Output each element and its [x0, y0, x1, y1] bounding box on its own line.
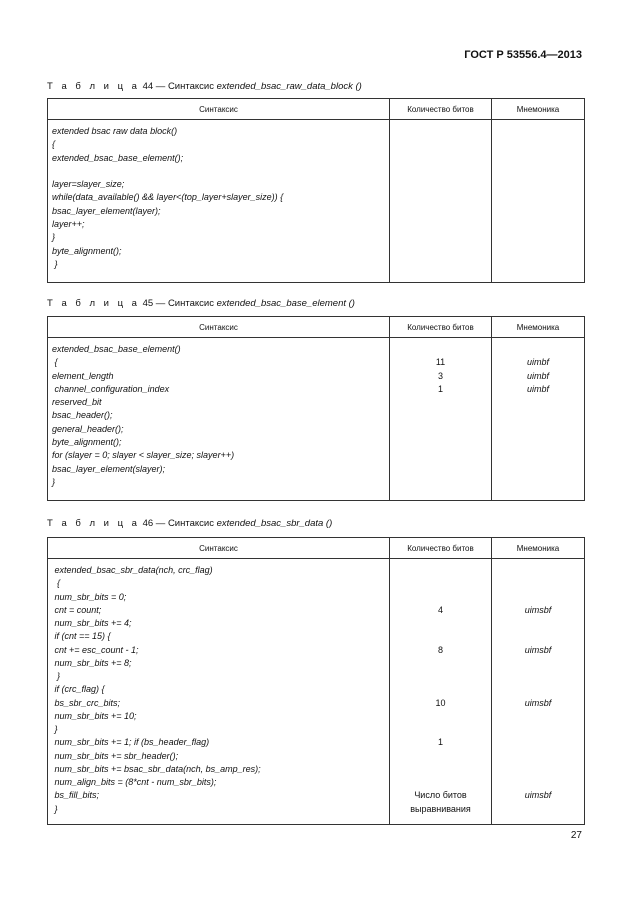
table-46-caption: [47, 518, 332, 529]
cell-line: bs_sbr_crc_bits;: [52, 697, 121, 708]
cell-line: Число битов: [414, 790, 467, 801]
table-row: [48, 559, 585, 825]
cell-line: [390, 683, 491, 696]
cell-line: [390, 630, 491, 643]
cell-line: [492, 617, 584, 630]
cell-line: extended_bsac_base_element();: [52, 152, 184, 163]
cell-line: layer++;: [52, 219, 85, 230]
cell-line: [390, 750, 491, 763]
cell-line: [492, 736, 584, 749]
cell-line: 1: [437, 737, 443, 748]
table-44: [47, 98, 585, 283]
header-row: [48, 99, 585, 120]
caption-text: 44 — Синтаксис: [142, 81, 217, 92]
cell-line: [492, 750, 584, 763]
table-46: [47, 537, 585, 825]
cell-line: reserved_bit: [52, 397, 102, 408]
cell-line: {: [52, 357, 58, 368]
cell-line: uimbf: [526, 383, 549, 394]
mnemonic-cell: [492, 559, 585, 825]
bits-cell: [390, 120, 492, 283]
cell-line: extended bsac raw data block(): [52, 126, 178, 136]
cell-line: }: [52, 476, 56, 487]
cell-line: uimsbf: [524, 604, 552, 615]
caption-function: extended_bsac_sbr_data (): [216, 518, 333, 529]
caption-text: 46 — Синтаксис: [142, 518, 217, 529]
cell-line: 4: [437, 604, 443, 615]
cell-line: cnt += esc_count - 1;: [52, 644, 139, 655]
standard-header: ГОСТ Р 53556.4—2013: [464, 49, 582, 61]
cell-line: }: [52, 724, 58, 734]
cell-line: cnt = count;: [52, 604, 102, 615]
cell-line: [390, 710, 491, 723]
cell-line: num_sbr_bits += bsac_sbr_data(nch, bs_amp_res);: [52, 763, 261, 774]
cell-line: layer=slayer_size;: [52, 179, 125, 190]
cell-line: extended_bsac_base_element(): [52, 344, 181, 354]
cell-line: [390, 763, 491, 776]
cell-line: bs_fill_bits;: [52, 790, 100, 801]
cell-line: num_sbr_bits += 1; if (bs_header_flag): [52, 737, 210, 748]
header-row: [48, 317, 585, 338]
cell-line: [492, 710, 584, 723]
cell-line: num_sbr_bits += 4;: [52, 618, 132, 628]
table-44-caption: [47, 81, 362, 92]
cell-line: element_length: [52, 370, 114, 381]
cell-line: 1: [437, 383, 443, 394]
syntax-cell: [48, 338, 390, 501]
cell-line: }: [52, 671, 61, 681]
mnemonic-cell: [492, 120, 585, 283]
cell-line: 11: [435, 357, 446, 368]
cell-line: [390, 617, 491, 630]
col-header-bits: Количество битов: [390, 538, 492, 559]
cell-line: 3: [437, 370, 443, 381]
cell-line: uimsbf: [524, 697, 552, 708]
table-45: [47, 316, 585, 501]
cell-line: [492, 670, 584, 683]
cell-line: [492, 564, 584, 577]
col-header-bits: Количество битов: [390, 99, 492, 120]
cell-line: [492, 577, 584, 590]
bits-cell: [390, 338, 492, 501]
col-header-mnemonic: Мнемоника: [492, 99, 585, 120]
cell-line: [492, 723, 584, 736]
cell-line: bsac_layer_element(layer);: [52, 205, 161, 216]
table-row: [48, 120, 585, 283]
col-header-bits: Количество битов: [390, 317, 492, 338]
cell-line: bsac_layer_element(slayer);: [52, 463, 166, 474]
cell-line: [390, 723, 491, 736]
cell-line: [52, 165, 385, 178]
cell-line: [390, 343, 491, 356]
cell-line: num_sbr_bits = 0;: [52, 591, 127, 602]
header-row: [48, 538, 585, 559]
cell-line: byte_alignment();: [52, 437, 122, 448]
table-label: Т а б л и ц а: [47, 81, 140, 92]
cell-line: 10: [435, 697, 446, 708]
caption-function: extended_bsac_raw_data_block (): [216, 81, 362, 92]
cell-line: while(data_available() && layer<(top_layer+slayer_size)) {: [52, 192, 284, 203]
col-header-syntax: Синтаксис: [48, 99, 390, 120]
cell-line: [390, 577, 491, 590]
col-header-syntax: Синтаксис: [48, 317, 390, 338]
syntax-cell: [48, 120, 390, 283]
table-label: Т а б л и ц а: [47, 518, 140, 529]
cell-line: num_align_bits = (8*cnt - num_sbr_bits);: [52, 777, 217, 787]
table-45-caption: [47, 298, 355, 309]
cell-line: [390, 670, 491, 683]
cell-line: {: [52, 139, 56, 150]
cell-line: [492, 343, 584, 356]
cell-line: byte_alignment();: [52, 245, 122, 256]
cell-line: выравнивания: [410, 803, 471, 814]
cell-line: [492, 630, 584, 643]
cell-line: for (slayer = 0; slayer < slayer_size; slayer++): [52, 450, 235, 461]
cell-line: num_sbr_bits += sbr_header();: [52, 750, 179, 761]
cell-line: channel_configuration_index: [52, 383, 170, 394]
cell-line: }: [52, 258, 58, 269]
cell-line: [390, 657, 491, 670]
cell-line: uimbf: [526, 370, 549, 381]
cell-line: [492, 776, 584, 789]
cell-line: [390, 591, 491, 604]
cell-line: num_sbr_bits += 8;: [52, 657, 132, 668]
cell-line: if (cnt == 15) {: [52, 631, 111, 642]
col-header-syntax: Синтаксис: [48, 538, 390, 559]
cell-line: {: [52, 578, 61, 589]
cell-line: uimbf: [526, 357, 549, 368]
bits-cell: [390, 559, 492, 825]
cell-line: [492, 803, 584, 816]
cell-line: [390, 564, 491, 577]
cell-line: [492, 683, 584, 696]
cell-line: bsac_header();: [52, 410, 113, 421]
cell-line: uimsbf: [524, 790, 552, 801]
col-header-mnemonic: Мнемоника: [492, 538, 585, 559]
cell-line: }: [52, 803, 58, 814]
mnemonic-cell: [492, 338, 585, 501]
page-number: 27: [570, 830, 582, 841]
cell-line: }: [52, 232, 56, 243]
col-header-mnemonic: Мнемоника: [492, 317, 585, 338]
table-row: [48, 338, 585, 501]
cell-line: if (crc_flag) {: [52, 684, 105, 695]
cell-line: [390, 776, 491, 789]
cell-line: [492, 591, 584, 604]
cell-line: general_header();: [52, 423, 124, 434]
cell-line: num_sbr_bits += 10;: [52, 710, 137, 721]
cell-line: 8: [437, 644, 443, 655]
cell-line: uimsbf: [524, 644, 552, 655]
caption-function: extended_bsac_base_element (): [216, 298, 355, 309]
cell-line: [492, 657, 584, 670]
table-label: Т а б л и ц а: [47, 298, 140, 309]
syntax-cell: [48, 559, 390, 825]
caption-text: 45 — Синтаксис: [142, 298, 217, 309]
cell-line: [492, 763, 584, 776]
cell-line: extended_bsac_sbr_data(nch, crc_flag): [52, 565, 213, 575]
